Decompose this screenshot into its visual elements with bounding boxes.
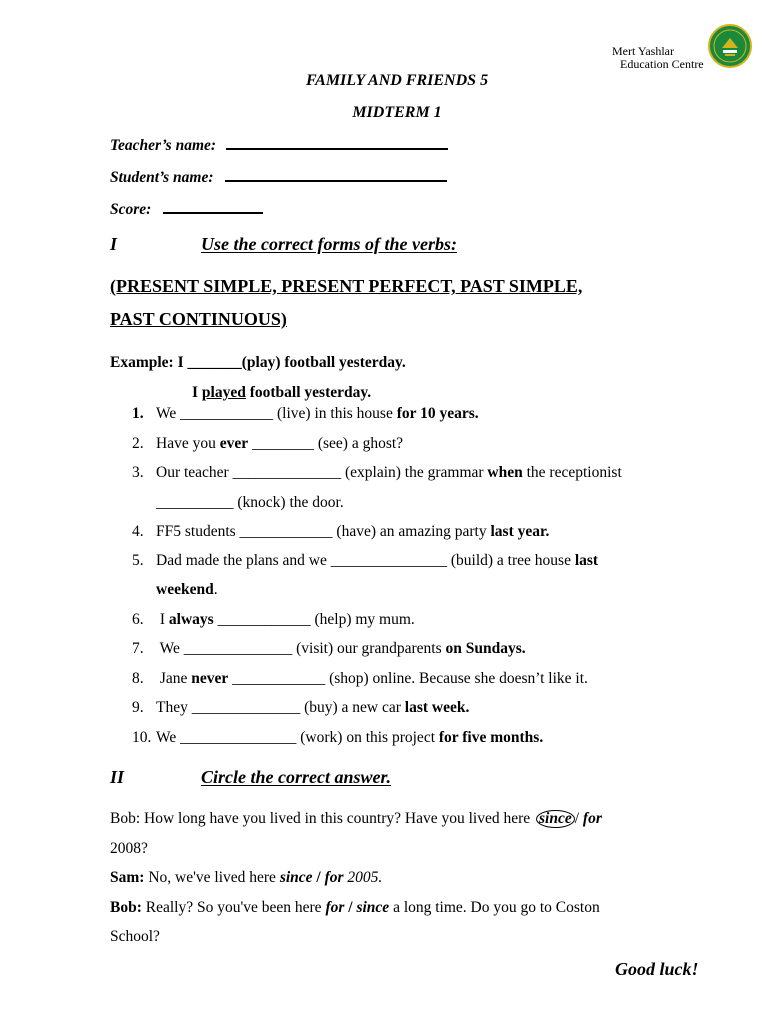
org-name-line1: Mert Yashlar (612, 44, 674, 58)
closing-text: Good luck! (615, 959, 699, 979)
student-name-blank (225, 178, 447, 182)
score-label: Score: (110, 201, 152, 218)
org-name-line2: Education Centre (620, 57, 704, 71)
question-2: 2. Have you ever ________ (see) a ghost? (132, 435, 404, 452)
dialogue-line1: Bob: How long have you lived in this country? Have you lived here since / for (110, 810, 602, 827)
question-1: 1. We ____________ (live) in this house for 10 years. (132, 405, 479, 422)
dialogue-line4: Bob: Really? So you've been here for / since a long time. Do you go to Coston (110, 899, 600, 916)
question-9: 9. They ______________ (buy) a new car last week. (132, 699, 470, 716)
question-6: 6. I always ____________ (help) my mum. (132, 611, 415, 628)
score-field (110, 201, 263, 219)
student-name-label: Student’s name: (110, 169, 214, 186)
circled-answer-since: since (536, 810, 575, 828)
dialogue-line2: 2008? (110, 840, 148, 857)
teacher-name-blank (226, 146, 448, 150)
question-5: 5. Dad made the plans and we _______________ (build) a tree house last (132, 552, 599, 569)
tenses-line1: (PRESENT SIMPLE, PRESENT PERFECT, PAST SIMPLE, (110, 276, 583, 296)
page-subtitle: MIDTERM 1 (352, 104, 442, 121)
question-5-continued: weekend. (156, 581, 218, 598)
section2-instruction: Circle the correct answer. (201, 767, 391, 787)
school-logo-icon (708, 24, 752, 68)
section1-instruction: Use the correct forms of the verbs: (201, 234, 457, 254)
page-title: FAMILY AND FRIENDS 5 (305, 72, 489, 89)
example-answer: I played football yesterday. (192, 384, 372, 401)
dialogue-line5: School? (110, 928, 160, 945)
student-name-field (110, 169, 447, 187)
dialogue-line3: Sam: No, we've lived here since / for 2005. (110, 869, 383, 886)
teacher-name-label: Teacher’s name: (110, 137, 217, 154)
section2-numeral: II (110, 767, 125, 787)
score-blank (163, 210, 263, 214)
tenses-line2: PAST CONTINUOUS) (110, 309, 287, 329)
question-7: 7. We ______________ (visit) our grandparents on Sundays. (132, 640, 526, 657)
question-8: 8. Jane never ____________ (shop) online. Because she doesn’t like it. (132, 670, 588, 687)
section1-numeral: I (110, 234, 118, 254)
question-3: 3. Our teacher ______________ (explain) the grammar when the receptionist (132, 464, 622, 481)
teacher-name-field (110, 137, 448, 155)
question-3-continued: __________ (knock) the door. (156, 494, 344, 511)
example-prompt: Example: I _______(play) football yesterday. (110, 354, 406, 371)
question-4: 4. FF5 students ____________ (have) an amazing party last year. (132, 523, 550, 540)
question-10: 10. We _______________ (work) on this project for five months. (132, 729, 544, 746)
